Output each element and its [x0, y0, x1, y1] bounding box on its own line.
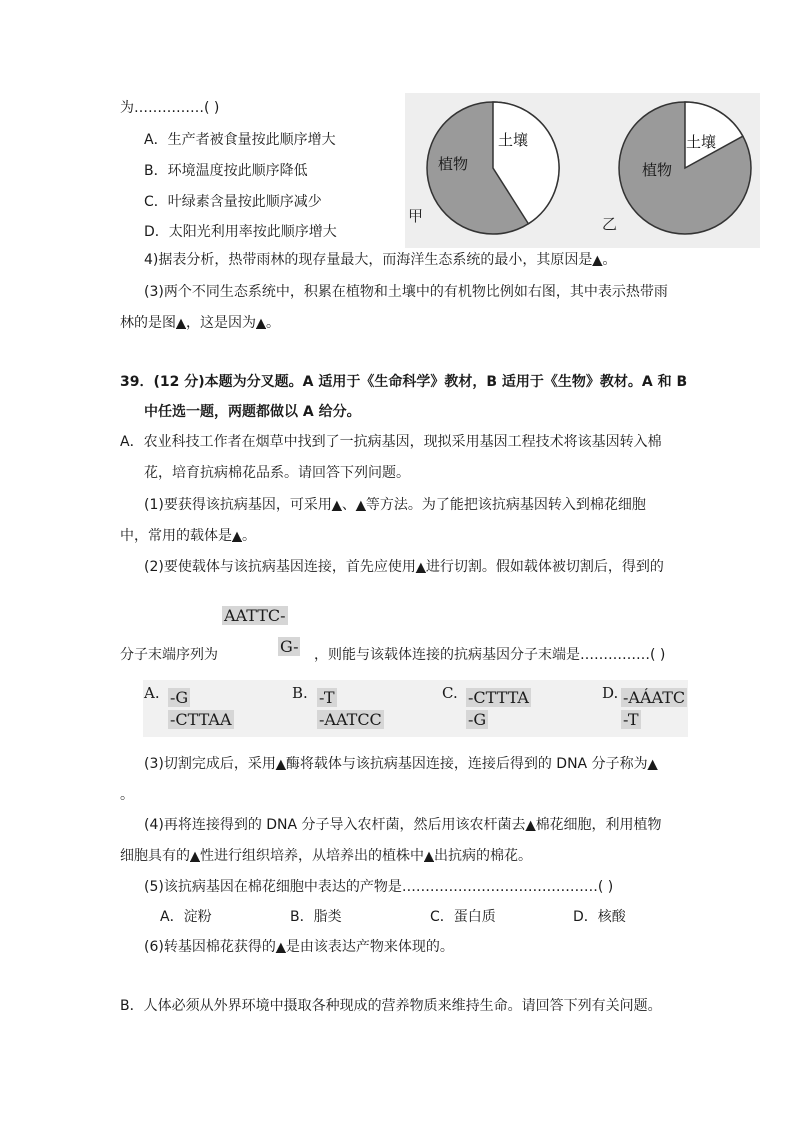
q39a-part1-line2: 中，常用的载体是▲。	[120, 528, 256, 544]
seq-option-a-top: -G	[170, 688, 189, 707]
q38-option-c: C．叶绿素含量按此顺序减少	[144, 194, 322, 210]
q39b-intro: B．人体必须从外界环境中摄取各种现成的营养物质来维持生命。请回答下列有关问题。	[120, 998, 662, 1014]
q39a-part5-option-a: A．淀粉	[160, 909, 212, 925]
pie-yi-plant-label: 植物	[642, 161, 673, 179]
q39-header-line1: 39．(12 分)本题为分叉题。A 适用于《生命科学》教材，B 适用于《生物》教材。A 和 B	[120, 374, 688, 390]
q39a-part3-line2: 。	[120, 787, 134, 803]
pie-charts-figure	[405, 93, 760, 248]
seq-option-c-bottom: -G	[468, 710, 487, 729]
q39a-part2-line1: (2)要使载体与该抗病基因连接，首先应使用▲进行切割。假如载体被切割后，得到的	[144, 559, 664, 575]
seq-option-c-letter: C.	[442, 684, 458, 702]
seq-option-c-top: -CTTTA	[468, 688, 529, 707]
q38-part3-line2: 林的是图▲，这是因为▲。	[120, 315, 280, 331]
seq-option-b-top: -T	[319, 688, 335, 707]
q39a-part4-line1: (4)再将连接得到的 DNA 分子导入农杆菌，然后用该农杆菌去▲棉花细胞，利用植物	[144, 817, 662, 833]
vector-end-seq-bottom: G-	[280, 637, 299, 656]
q39a-part1-line1: (1)要获得该抗病基因，可采用▲、▲等方法。为了能把该抗病基因转入到棉花细胞	[144, 497, 646, 513]
q39a-part5-option-c: C．蛋白质	[430, 909, 496, 925]
q39a-part4-line2: 细胞具有的▲性进行组织培养，从培养出的植株中▲出抗病的棉花。	[120, 848, 532, 864]
pie-charts-svg	[405, 93, 760, 248]
pie-jia-plant-label: 植物	[438, 155, 469, 173]
q39a-intro-line2: 花，培育抗病棉花品系。请回答下列问题。	[144, 465, 410, 481]
q38-option-b: B．环境温度按此顺序降低	[144, 163, 308, 179]
pie-chart-yi	[619, 102, 751, 234]
vector-end-seq-top: AATTC-	[224, 606, 286, 625]
q39a-part5-option-d: D．核酸	[573, 909, 626, 925]
q38-part3-line1: (3)两个不同生态系统中，积累在植物和土壤中的有机物比例如右图，其中表示热带雨	[144, 284, 668, 300]
q39a-part6: (6)转基因棉花获得的▲是由该表达产物来体现的。	[144, 939, 454, 955]
seq-option-d-letter: D.	[602, 684, 619, 702]
pie-yi-soil-label: 土壤	[686, 133, 717, 151]
pie-caption-yi: 乙	[602, 215, 618, 233]
q38-stem-tail: 为……………( )	[120, 100, 220, 116]
q39a-intro-line1: A．农业科技工作者在烟草中找到了一抗病基因，现拟采用基因工程技术将该基因转入棉	[120, 434, 662, 450]
q39a-part5-stem: (5)该抗病基因在棉花细胞中表达的产物是……………………………………( )	[144, 879, 614, 895]
q38-option-a: A．生产者被食量按此顺序增大	[144, 132, 336, 148]
pie-caption-jia: 甲	[408, 207, 424, 225]
seq-option-b-letter: B.	[292, 684, 308, 702]
seq-option-a-bottom: -CTTAA	[170, 710, 232, 729]
q38-part4: 4)据表分析，热带雨林的现存量最大，而海洋生态系统的最小，其原因是▲。	[144, 252, 617, 268]
q38-option-d: D．太阳光利用率按此顺序增大	[144, 224, 337, 240]
q39-header-line2: 中任选一题，两题都做以 A 给分。	[144, 404, 361, 420]
seq-option-d-top: -AÁATC	[623, 688, 686, 707]
q39a-part2-line2: 分子末端序列为 ，则能与该载体连接的抗病基因分子末端是……………( )	[120, 647, 666, 663]
seq-option-b-bottom: -AATCC	[319, 710, 382, 729]
seq-option-a-letter: A.	[144, 684, 160, 702]
q39a-part5-option-b: B．脂类	[290, 909, 342, 925]
pie-jia-soil-label: 土壤	[498, 131, 529, 149]
q39a-part3-line1: (3)切割完成后，采用▲酶将载体与该抗病基因连接，连接后得到的 DNA 分子称为▲	[144, 756, 658, 772]
seq-option-d-bottom: -T	[623, 710, 639, 729]
